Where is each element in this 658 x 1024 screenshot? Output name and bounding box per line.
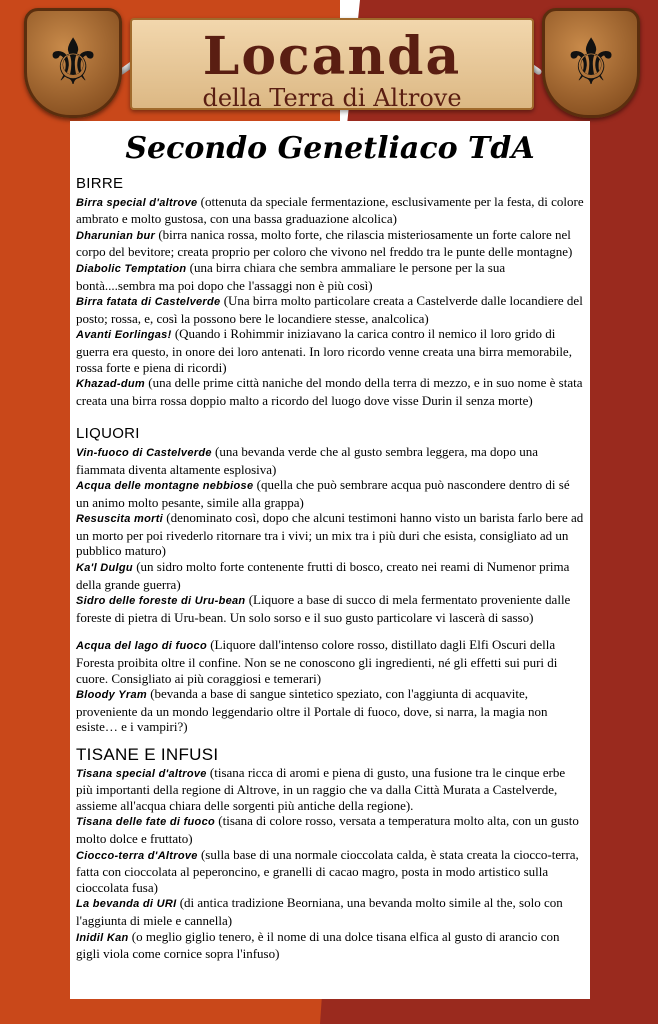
menu-item: [76, 559, 584, 592]
item-name: Acqua delle montagne nebbiose: [76, 480, 254, 493]
item-name: Vin-fuoco di Castelverde: [76, 446, 212, 459]
item-name: La bevanda di URI: [76, 898, 177, 911]
item-desc: (birra nanica rossa, molto forte, che rilascia misteriosamente un forte calore nel corpo del bevitore; creata proprio per coloro che vivono nel freddo tra le punte delle montagne): [76, 226, 573, 260]
item-name: Ciocco-terra d'Altrove: [76, 849, 198, 862]
spacer: [76, 408, 584, 426]
menu-item: [76, 895, 584, 928]
menu-item: [76, 194, 584, 227]
fleur-de-lis-shield-icon: ⚜: [542, 8, 640, 118]
site-title: Locanda: [202, 26, 462, 87]
item-desc: (Quando i Rohimmir iniziavano la carica contro il nemico il loro grido di guerra era questo, in onore dei loro antenati. In loro ricordo venne creata una birra memorabile, rossa forte e piena di ricordi): [76, 326, 572, 375]
item-desc: (di antica tradizione Beorniana, una bevanda molto simile al the, solo con l'aggiunta di miele e cannella): [76, 895, 563, 928]
menu-item: [76, 444, 584, 477]
menu-item: [76, 686, 584, 735]
item-name: Tisana delle fate di fuoco: [76, 816, 216, 829]
item-desc: (una delle prime città naniche del mondo della terra di mezzo, e in suo nome è stata creata una birra rossa doppio malto a ricordo del luogo dove visse Durin il senza morte): [76, 375, 583, 408]
item-name: Birra fatata di Castelverde: [76, 296, 221, 309]
menu-item: [76, 510, 584, 559]
item-name: Khazad-dum: [76, 378, 145, 391]
item-desc: (sulla base di una normale cioccolata calda, è stata creata la ciocco-terra, fatta con cioccolata al peperoncino, e granelli di cacao magro, posta in modo artistico sulla cioccolata fusa): [76, 846, 579, 895]
item-name: Ka'l Dulgu: [76, 562, 133, 575]
section-heading-tisane: TISANE E INFUSI: [76, 745, 219, 764]
menu-sheet: [70, 121, 590, 999]
item-name: Sidro delle foreste di Uru-bean: [76, 595, 246, 608]
menu-item: [76, 477, 584, 510]
item-desc: (tisana ricca di aromi e piena di gusto, una fusione tra le cinque erbe più importanti della regione di Altrove, in un raggio che va dalla Città Murata a Castelverde, assieme all'acqua chiara delle sorgenti più antiche della regione).: [76, 764, 566, 813]
menu-item: [76, 293, 584, 326]
item-desc: (Liquore dall'intenso colore rosso, distillato dagli Elfi Oscuri della Foresta proibita oltre il confine. Non se ne conoscono gli ingredienti, né gli effetti sui puri di cuore. Consigliato ai più coraggiosi e temerari): [76, 637, 558, 686]
item-name: Avanti Eorlingas!: [76, 329, 172, 342]
menu-item: [76, 260, 584, 293]
menu-item: [76, 765, 584, 814]
section-heading-birre: BIRRE: [76, 175, 124, 192]
item-desc: (un sidro molto forte contenente frutti di bosco, creato nei reami di Numenor prima della grande guerra): [76, 559, 570, 592]
spacer: [76, 625, 584, 637]
item-name: Diabolic Temptation: [76, 262, 187, 275]
item-desc: (bevanda a base di sangue sintetico speziato, con l'aggiunta di acquavite, proveniente da un mondo leggendario oltre il Portale di fuoco, dove, si narra, la magia non esiste… e i vampiri?): [76, 686, 548, 735]
page-title: Secondo Genetliaco TdA: [125, 131, 535, 166]
item-desc: (Una birra molto particolare creata a Castelverde dalle locandiere del posto; rossa, e, così la possono bere le locandiere stesse, analcolica): [76, 293, 583, 326]
menu-item: [76, 227, 584, 260]
menu-item: [76, 813, 584, 846]
item-desc: (una birra chiara che sembra ammaliare le persone per la sua bontà....sembra ma poi dopo che l'assaggi non è più così): [76, 259, 506, 293]
item-desc: (una bevanda verde che al gusto sembra leggera, ma dopo una fiammata diventa altamente esplosiva): [76, 443, 539, 477]
item-desc: (quella che può sembrare acqua può nascondere dentro di sé un animo molto pesante, simile alla grappa): [76, 477, 570, 510]
item-name: Resuscita morti: [76, 513, 164, 526]
menu-item: [76, 847, 584, 896]
menu-item: [76, 592, 584, 625]
item-name: Bloody Yram: [76, 689, 147, 702]
item-desc: (o meglio giglio tenero, è il nome di una dolce tisana elfica al gusto di arancio con gigli viola come cornice sopra l'infuso): [76, 928, 560, 962]
fleur-de-lis-shield-icon: ⚜: [24, 8, 122, 118]
item-name: Acqua del lago di fuoco: [76, 640, 207, 653]
menu-item: [76, 929, 584, 962]
item-desc: (ottenuta da speciale fermentazione, esclusivamente per la festa, di colore ambrato e molto gustosa, con una bassa graduazione alcolica): [76, 193, 584, 227]
item-desc: (tisana di colore rosso, versata a temperatura molto alta, con un gusto molto dolce e fruttato): [76, 813, 579, 846]
item-name: Birra special d'altrove: [76, 196, 198, 209]
item-name: Dharunian bur: [76, 229, 156, 242]
item-desc: (denominato così, dopo che alcuni testimoni hanno visto un barista farlo bere ad un morto per poi rivederlo ritornare tra i vivi; un mix tra i più duri che esista, consigliato ad un pubblico maturo): [76, 510, 584, 559]
site-subtitle: della Terra di Altrove: [202, 84, 462, 112]
menu-item: [76, 326, 584, 375]
section-heading-liquori: LIQUORI: [76, 425, 140, 443]
title-banner: [130, 18, 534, 110]
item-name: Inidil Kan: [76, 931, 129, 944]
menu-content: [70, 176, 590, 962]
menu-item: [76, 637, 584, 686]
item-name: Tisana special d'altrove: [76, 767, 207, 780]
item-desc: (Liquore a base di succo di mela fermentato proveniente dalle foreste di pietra di Uru-bean. Un solo sorso e il suo gusto particolare vi lascerà di sasso): [76, 592, 571, 625]
menu-item: [76, 375, 584, 408]
header: [20, 4, 638, 114]
